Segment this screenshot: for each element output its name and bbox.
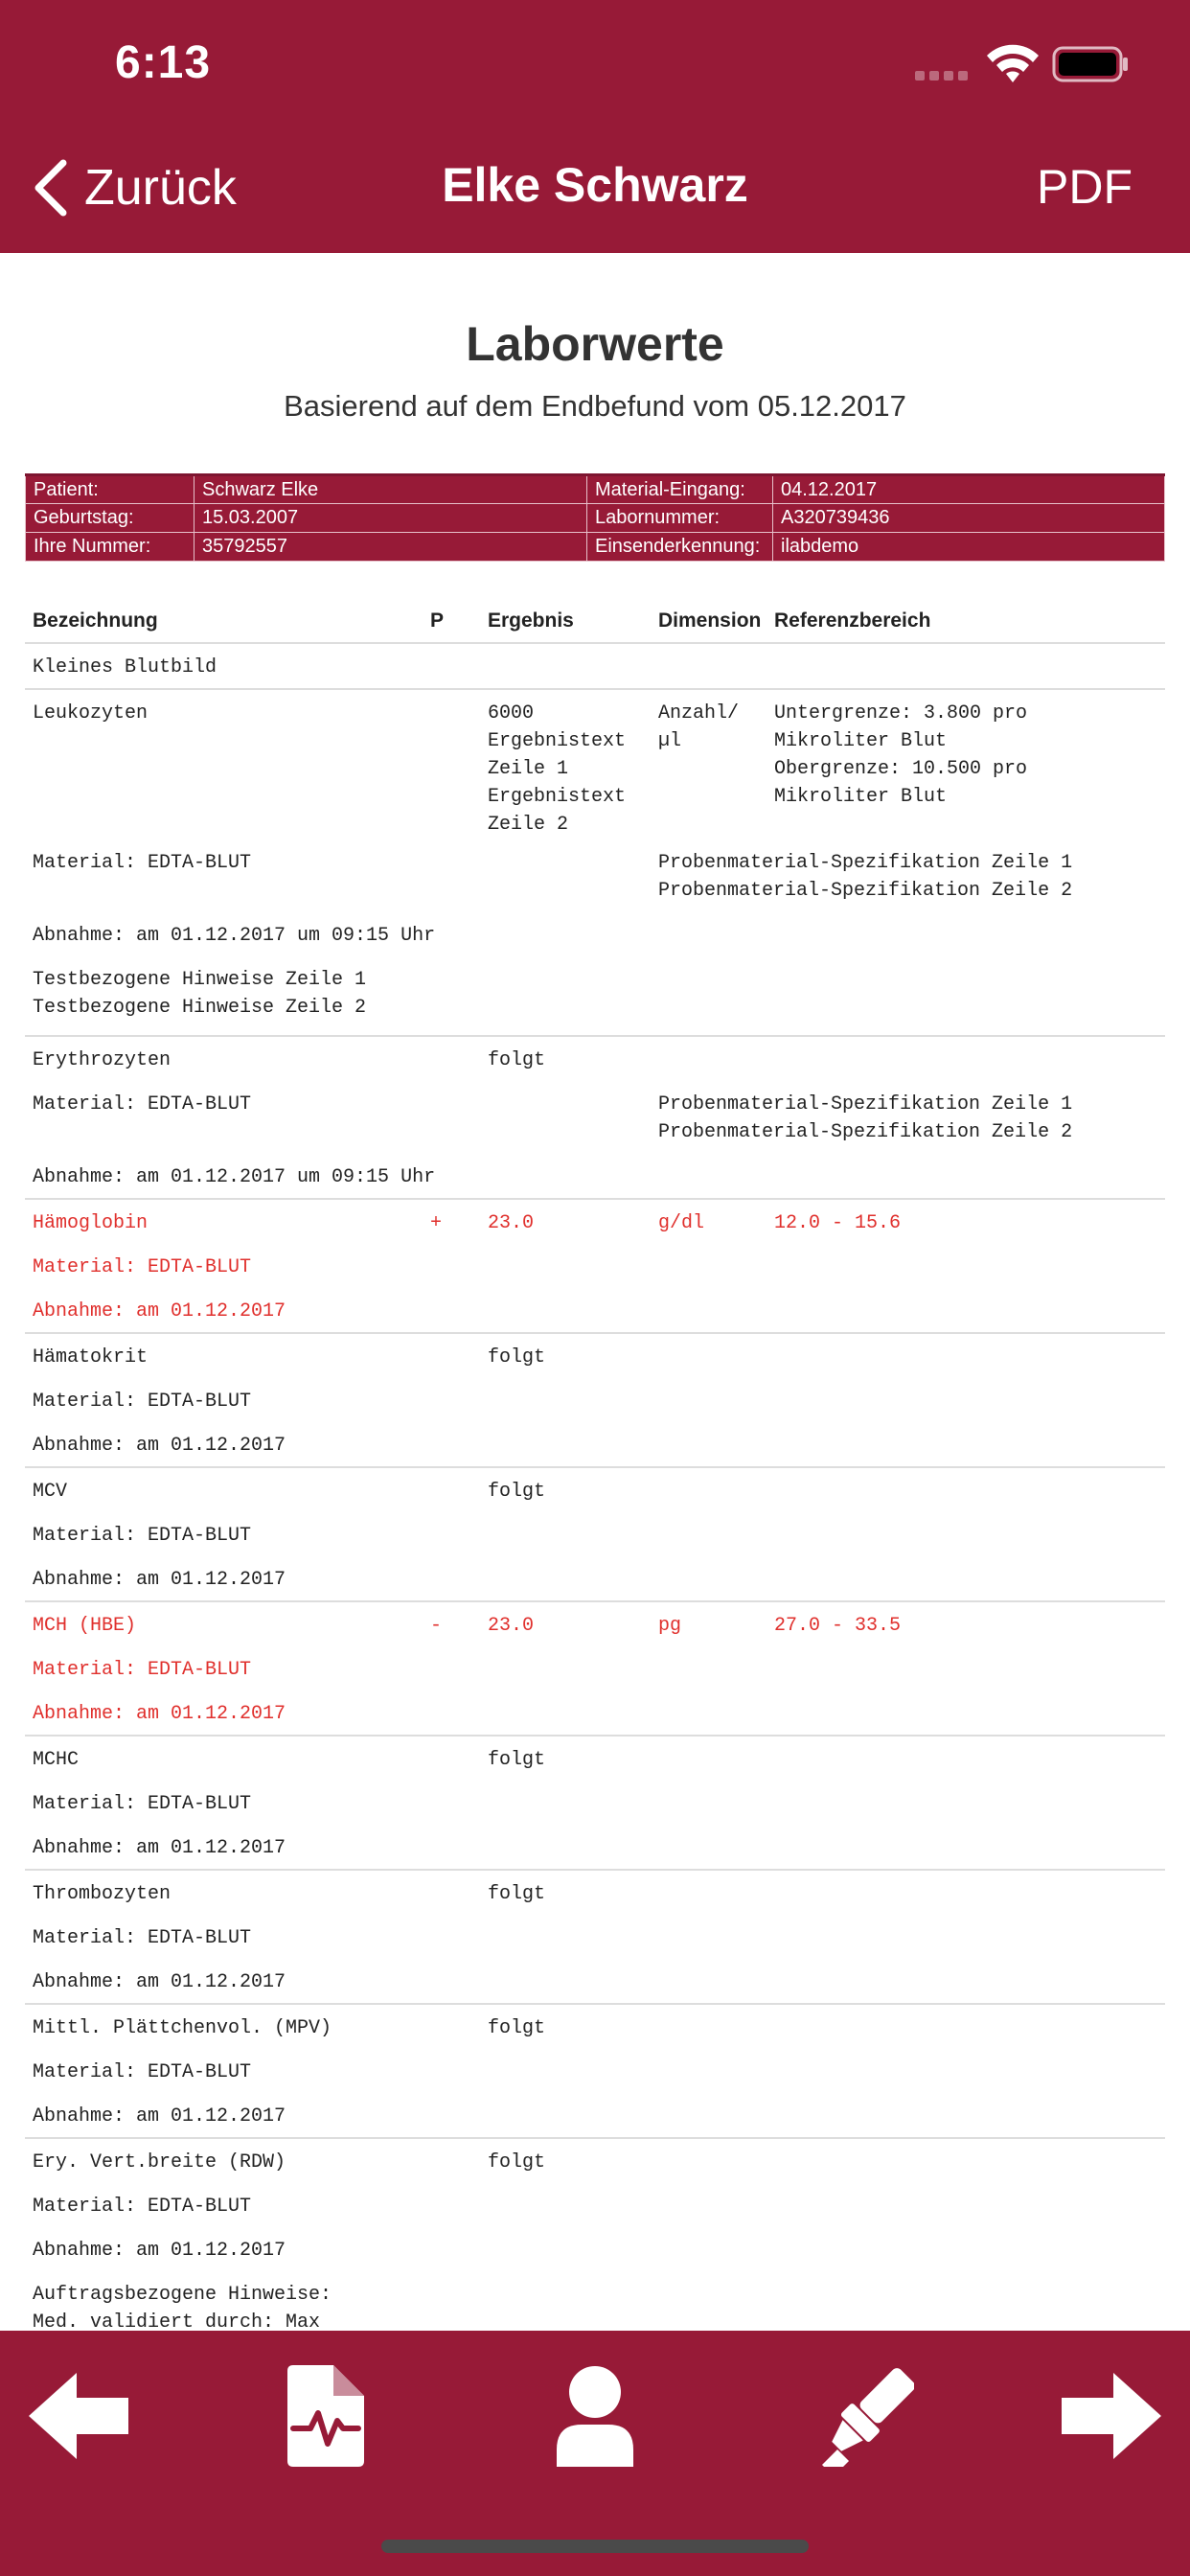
cellular-signal-icon bbox=[915, 71, 969, 82]
test-result: 6000 Ergebnistext Zeile 1 Ergebnistext Zeile 2 bbox=[488, 702, 627, 836]
next-button[interactable] bbox=[1060, 2365, 1163, 2467]
table-row[interactable] bbox=[25, 1200, 1165, 1334]
test-material: Material: EDTA-BLUT bbox=[33, 2196, 252, 2218]
test-abnahme: Abnahme: am 01.12.2017 bbox=[33, 1971, 286, 1993]
test-material: Material: EDTA-BLUT bbox=[33, 1093, 252, 1116]
info-label: Labornummer: bbox=[587, 504, 773, 533]
test-material: Material: EDTA-BLUT bbox=[33, 1793, 252, 1815]
test-abnahme: Abnahme: am 01.12.2017 bbox=[33, 1569, 286, 1591]
navigation-bar bbox=[0, 0, 1190, 253]
back-button[interactable] bbox=[29, 153, 237, 222]
validated-by: Med. validiert durch: Max bbox=[33, 2312, 321, 2331]
table-row[interactable] bbox=[25, 2139, 1165, 2331]
test-material: Material: EDTA-BLUT bbox=[33, 1659, 252, 1681]
test-dimension: Anzahl/ µl bbox=[658, 702, 740, 752]
test-result: folgt bbox=[488, 1749, 546, 1771]
battery-icon bbox=[1052, 46, 1129, 82]
table-row[interactable] bbox=[25, 1037, 1165, 1200]
status-time: 6:13 bbox=[115, 37, 212, 88]
test-material: Material: EDTA-BLUT bbox=[33, 1927, 252, 1949]
patient-button[interactable] bbox=[555, 2365, 635, 2467]
lab-report-icon bbox=[287, 2365, 364, 2467]
column-header-referenzbereich: Referenzbereich bbox=[774, 610, 931, 632]
test-result: folgt bbox=[488, 2017, 546, 2039]
section-title: Kleines Blutbild bbox=[33, 656, 217, 678]
test-name: Thrombozyten bbox=[33, 1883, 172, 1905]
pdf-button[interactable]: PDF bbox=[1037, 160, 1133, 214]
person-icon bbox=[555, 2365, 635, 2467]
test-name: Mittl. Plättchenvol. (MPV) bbox=[33, 2017, 332, 2039]
info-value: 35792557 bbox=[195, 533, 587, 562]
test-reference: 27.0 - 33.5 bbox=[774, 1615, 902, 1637]
report-title: Laborwerte bbox=[466, 317, 724, 371]
test-result: folgt bbox=[488, 1346, 546, 1368]
info-row bbox=[26, 504, 1165, 533]
info-label: Ihre Nummer: bbox=[26, 533, 195, 562]
test-abnahme: Abnahme: am 01.12.2017 bbox=[33, 1300, 286, 1322]
test-name: Leukozyten bbox=[33, 702, 149, 724]
test-dimension: pg bbox=[658, 1615, 682, 1637]
info-value: 15.03.2007 bbox=[195, 504, 587, 533]
test-name: Hämatokrit bbox=[33, 1346, 149, 1368]
wifi-icon bbox=[985, 44, 1041, 84]
table-row[interactable] bbox=[25, 690, 1165, 1037]
highlighter-icon bbox=[820, 2365, 914, 2467]
arrow-left-icon bbox=[27, 2365, 130, 2467]
test-name: MCH (HBE) bbox=[33, 1615, 137, 1637]
back-label: Zurück bbox=[84, 160, 237, 216]
report-button[interactable] bbox=[287, 2365, 364, 2467]
test-abnahme: Abnahme: am 01.12.2017 bbox=[33, 2240, 286, 2262]
test-dimension: g/dl bbox=[658, 1212, 705, 1234]
test-reference: 12.0 - 15.6 bbox=[774, 1212, 902, 1234]
section-row bbox=[25, 644, 1165, 690]
test-reference: Untergrenze: 3.800 pro Mikroliter Blut Obergrenze: 10.500 pro Mikroliter Blut bbox=[774, 702, 1028, 808]
info-label: Patient: bbox=[26, 475, 195, 504]
test-abnahme: Abnahme: am 01.12.2017 bbox=[33, 1837, 286, 1859]
test-name: MCHC bbox=[33, 1749, 80, 1771]
lab-report[interactable] bbox=[0, 253, 1190, 2331]
test-result: 23.0 bbox=[488, 1615, 535, 1637]
test-flag: - bbox=[430, 1615, 443, 1637]
test-result: folgt bbox=[488, 1883, 546, 1905]
test-material: Material: EDTA-BLUT bbox=[33, 2061, 252, 2083]
column-header-p: P bbox=[430, 610, 445, 632]
test-notes: Testbezogene Hinweise Zeile 1 Testbezogene Hinweise Zeile 2 bbox=[33, 969, 367, 1019]
arrow-right-icon bbox=[1060, 2365, 1163, 2467]
test-result: 23.0 bbox=[488, 1212, 535, 1234]
results-table-header bbox=[25, 596, 1165, 644]
test-material-spec: Probenmaterial-Spezifikation Zeile 1 Probenmaterial-Spezifikation Zeile 2 bbox=[658, 1093, 1073, 1143]
test-name: MCV bbox=[33, 1481, 68, 1503]
info-label: Geburtstag: bbox=[26, 504, 195, 533]
previous-button[interactable] bbox=[27, 2365, 130, 2467]
table-row[interactable] bbox=[25, 1602, 1165, 1736]
info-value: 04.12.2017 bbox=[773, 475, 1165, 504]
test-abnahme: Abnahme: am 01.12.2017 bbox=[33, 2105, 286, 2128]
test-material: Material: EDTA-BLUT bbox=[33, 852, 252, 874]
patient-info-table bbox=[25, 473, 1165, 562]
test-abnahme: Abnahme: am 01.12.2017 um 09:15 Uhr bbox=[33, 925, 436, 947]
table-row[interactable] bbox=[25, 1871, 1165, 2005]
test-result: folgt bbox=[488, 1481, 546, 1503]
page-title: Elke Schwarz bbox=[442, 158, 748, 212]
test-abnahme: Abnahme: am 01.12.2017 bbox=[33, 1435, 286, 1457]
column-header-bezeichnung: Bezeichnung bbox=[33, 610, 158, 632]
test-name: Erythrozyten bbox=[33, 1049, 172, 1071]
test-abnahme: Abnahme: am 01.12.2017 um 09:15 Uhr bbox=[33, 1166, 436, 1188]
test-flag: + bbox=[430, 1212, 443, 1234]
info-value: ilabdemo bbox=[773, 533, 1165, 562]
column-header-dimension: Dimension bbox=[658, 610, 762, 632]
home-indicator bbox=[381, 2540, 809, 2553]
info-label: Material-Eingang: bbox=[587, 475, 773, 504]
column-header-ergebnis: Ergebnis bbox=[488, 610, 574, 632]
test-result: folgt bbox=[488, 1049, 546, 1071]
info-value: A320739436 bbox=[773, 504, 1165, 533]
test-material: Material: EDTA-BLUT bbox=[33, 1525, 252, 1547]
chevron-left-icon bbox=[29, 157, 71, 218]
test-result: folgt bbox=[488, 2151, 546, 2174]
results-list bbox=[25, 644, 1165, 2331]
test-material-spec: Probenmaterial-Spezifikation Zeile 1 Probenmaterial-Spezifikation Zeile 2 bbox=[658, 852, 1073, 902]
test-name: Hämoglobin bbox=[33, 1212, 149, 1234]
highlight-button[interactable] bbox=[820, 2365, 914, 2467]
test-abnahme: Abnahme: am 01.12.2017 bbox=[33, 1703, 286, 1725]
report-subtitle: Basierend auf dem Endbefund vom 05.12.2017 bbox=[284, 389, 906, 423]
info-row bbox=[26, 475, 1165, 504]
order-notes-label: Auftragsbezogene Hinweise: bbox=[33, 2284, 332, 2306]
info-value: Schwarz Elke bbox=[195, 475, 587, 504]
table-row[interactable] bbox=[25, 1334, 1165, 1468]
info-label: Einsenderkennung: bbox=[587, 533, 773, 562]
table-row[interactable] bbox=[25, 1736, 1165, 1871]
table-row[interactable] bbox=[25, 1468, 1165, 1602]
table-row[interactable] bbox=[25, 2005, 1165, 2139]
test-material: Material: EDTA-BLUT bbox=[33, 1256, 252, 1278]
test-name: Ery. Vert.breite (RDW) bbox=[33, 2151, 286, 2174]
info-row bbox=[26, 533, 1165, 562]
test-material: Material: EDTA-BLUT bbox=[33, 1391, 252, 1413]
